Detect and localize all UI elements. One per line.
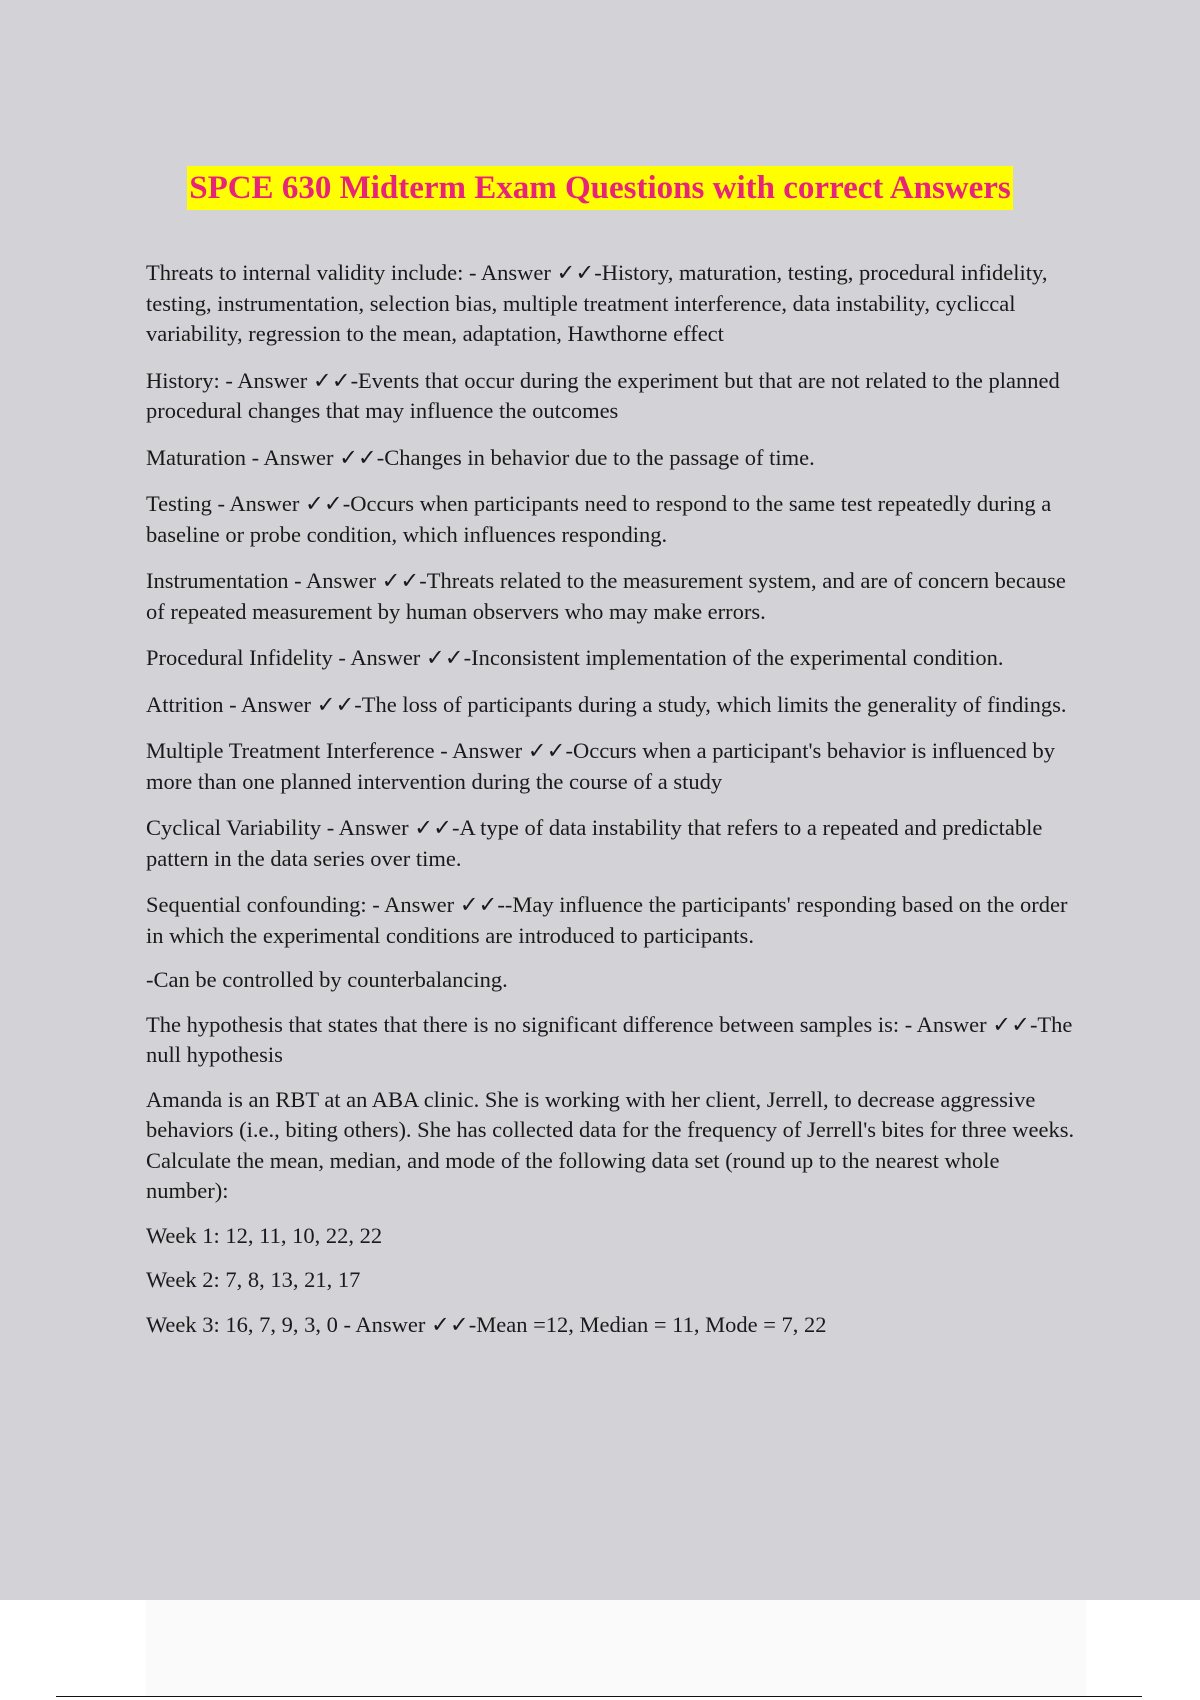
qa-multiple-treatment-interference: Multiple Treatment Interference - Answer ✓✓-Occurs when a participant's behavior is influenced by more than one planned intervention during the course of a study [146, 738, 1055, 794]
qa-threats-internal-validity: Threats to internal validity include: - Answer ✓✓-History, maturation, testing, procedural infidelity, testing, instrumentation, selection bias, multiple treatment interference, data instability, cycliccal variability, regression to the mean, adaptation, Hawthorne effect [146, 260, 1048, 346]
qa-cyclical-variability: Cyclical Variability - Answer ✓✓-A type of data instability that refers to a repeated and predictable pattern in the data series over time. [146, 815, 1043, 871]
qa-amanda-problem: Amanda is an RBT at an ABA clinic. She is working with her client, Jerrell, to decrease aggressive behaviors (i.e., biting others). She has collected data for the frequency of Jerrell's bites for three weeks. Calculate the mean, median, and mode of the following data set (round up to the nearest whole number): [146, 1086, 1075, 1203]
qa-week-3-answer: Week 3: 16, 7, 9, 3, 0 - Answer ✓✓-Mean =12, Median = 11, Mode = 7, 22 [146, 1311, 827, 1337]
next-page-preview [0, 1600, 1200, 1700]
qa-week-1: Week 1: 12, 11, 10, 22, 22 [146, 1222, 383, 1248]
qa-testing: Testing - Answer ✓✓-Occurs when participants need to respond to the same test repeatedly during a baseline or probe condition, which influences responding. [146, 491, 1052, 547]
next-page-content-area [146, 1600, 1086, 1696]
title-container [0, 166, 1200, 210]
qa-instrumentation: Instrumentation - Answer ✓✓-Threats related to the measurement system, and are of concern because of repeated measurement by human observers who may make errors. [146, 568, 1066, 624]
qa-procedural-infidelity: Procedural Infidelity - Answer ✓✓-Inconsistent implementation of the experimental condition. [146, 645, 1004, 670]
qa-sequential-confounding: Sequential confounding: - Answer ✓✓--May influence the participants' responding based on the order in which the experimental conditions are introduced to participants. [146, 892, 1068, 948]
document-body [146, 258, 1086, 1356]
qa-counterbalancing-note: -Can be controlled by counterbalancing. [146, 967, 508, 992]
qa-null-hypothesis: The hypothesis that states that there is no significant difference between samples is: - Answer ✓✓-The null hypothesis [146, 1011, 1073, 1067]
qa-attrition: Attrition - Answer ✓✓-The loss of participants during a study, which limits the generality of findings. [146, 691, 1067, 717]
qa-history: History: - Answer ✓✓-Events that occur during the experiment but that are not related to the planned procedural changes that may influence the outcomes [146, 367, 1060, 423]
qa-maturation: Maturation - Answer ✓✓-Changes in behavior due to the passage of time. [146, 444, 815, 470]
document-title: SPCE 630 Midterm Exam Questions with correct Answers [187, 166, 1013, 210]
page-divider-rule [56, 1696, 1142, 1697]
qa-week-2: Week 2: 7, 8, 13, 21, 17 [146, 1267, 361, 1292]
